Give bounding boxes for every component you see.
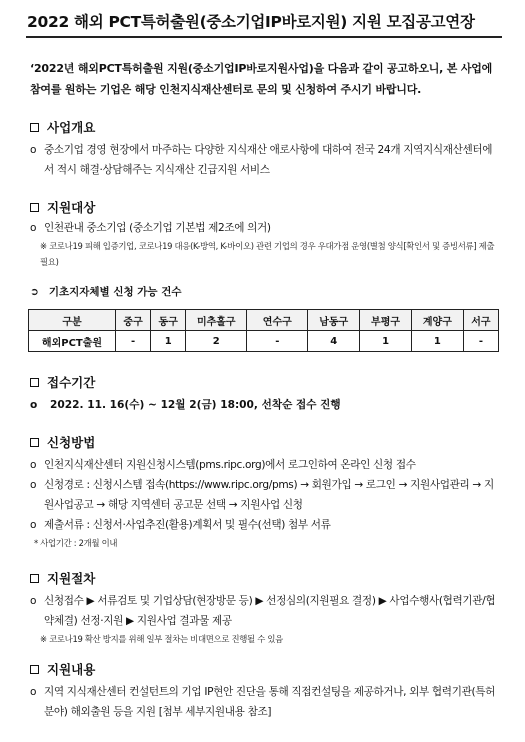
table-cell: 1 [411,331,463,352]
quota-table [28,309,499,352]
bullet-icon: o [30,222,37,234]
arrow-icon: ➲ [30,285,39,298]
table-cell: 1 [360,331,412,352]
page-title: 2022 해외 PCT특허출원(중소기업IP바로지원) 지원 모집공고연장 [27,13,475,31]
list-item [30,515,502,535]
subsection-title: 기초지자체별 신청 가능 건수 [48,286,182,298]
table-header-cell: 연수구 [247,310,308,331]
section-heading [30,569,502,587]
checkbox-square-icon [30,574,39,583]
table-cell: 4 [308,331,360,352]
checkbox-square-icon [30,203,39,212]
list-item-text: 제출서류 : 신청서·사업추진(활용)계획서 및 필수(선택) 첨부 서류 [44,519,331,531]
checkbox-square-icon [30,665,39,674]
list-item [30,140,502,180]
section-title: 지원대상 [47,200,96,215]
list-item [30,395,502,415]
checkbox-square-icon [30,438,39,447]
bullet-icon: o [30,595,37,607]
table-cell: 2 [186,331,247,352]
list-item-text: 중소기업 경영 현장에서 마주하는 다양한 지식재산 애로사항에 대하여 전국 24개 지역지식재산센터에서 적시 해결·상담해주는 지식재산 긴급지원 서비스 [44,144,493,176]
bullet-icon: o [30,459,37,471]
list-item [30,218,502,238]
bullet-icon: o [30,399,38,411]
list-item-text: 신청경로 : 신청시스템 접속(https://www.ripc.org/pms) → 회원가입 → 로그인 → 지원사업관리 → 지원사업공고 → 해당 지역센터 공고문 선택 → 지원사업 신청 [44,479,494,511]
section-target [30,198,502,270]
section-heading [30,198,502,216]
bullet-icon: o [30,686,37,698]
intro-paragraph: ‘2022년 해외PCT특허출원 지원(중소기업IP바로지원사업)을 다음과 같이 공고하오니, 본 사업에 참여를 원하는 기업은 해당 인천지식재산센터로 문의 및 신청하여 주시기 바랍니다. [30,62,493,96]
list-item [30,475,502,515]
section-method [30,433,502,551]
table-row [29,331,499,352]
checkbox-square-icon [30,123,39,132]
section-title: 접수기간 [47,375,96,390]
table-cell: - [463,331,498,352]
list-item-text: 인천관내 중소기업 (중소기업 기본법 제2조에 의거) [44,222,271,234]
table-cell: - [116,331,151,352]
list-item-text: 2022. 11. 16(수) ~ 12월 2(금) 18:00, 선착순 접수 진행 [50,399,341,411]
section-heading [30,373,502,391]
list-item [30,682,502,722]
section-quota [30,284,502,352]
section-content [30,660,502,722]
table-header-cell: 구분 [29,310,116,331]
table-header-cell: 미추홀구 [186,310,247,331]
list-item-text: 지역 지식재산센터 컨설턴트의 기업 IP현안 진단을 통해 직접컨설팅을 제공하거나, 외부 협력기관(특허분야) 해외출원 등을 지원 [첨부 세부지원내용 참조] [44,686,496,718]
note-text: * 사업기간 : 2개월 이내 [34,538,118,548]
section-procedure [30,569,502,647]
table-header-cell: 중구 [116,310,151,331]
bullet-icon: o [30,519,37,531]
section-title: 신청방법 [47,435,96,450]
list-item-text: 인천지식재산센터 지원신청시스템(pms.ripc.org)에서 로그인하여 온라인 신청 접수 [44,459,416,471]
table-header-cell: 서구 [463,310,498,331]
table-header-row [29,310,499,331]
table-header-cell: 남동구 [308,310,360,331]
table-cell: 해외PCT출원 [29,331,116,352]
list-item [30,591,502,631]
section-title: 사업개요 [47,120,96,135]
list-item-text: 신청접수 ▶ 서류검토 및 기업상담(현장방문 등) ▶ 선정심의(지원필요 결정) ▶ 사업수행사(협력기관/협약체결) 선정·지원 ▶ 지원사업 결과물 제공 [44,595,496,627]
bullet-icon: o [30,144,37,156]
section-heading [30,118,502,136]
section-overview [30,118,502,180]
note-text: ※ 코로나19 피해 입증기업, 코로나19 대응(K-방역, K-바이오) 관련 기업의 경우 우대가점 운영(별첨 양식[확인서 및 증빙서류] 제출 필요) [40,241,495,267]
table-header-cell: 동구 [151,310,186,331]
checkbox-square-icon [30,378,39,387]
bullet-icon: o [30,479,37,491]
table-cell: - [247,331,308,352]
note-text: ※ 코로나19 확산 방지를 위해 일부 절차는 비대면으로 진행될 수 있음 [40,634,283,644]
list-item [30,455,502,475]
section-heading [30,660,502,678]
section-title: 지원내용 [47,662,96,677]
table-header-cell: 부평구 [360,310,412,331]
section-period [30,373,502,415]
subsection-heading [30,284,502,299]
section-heading [30,433,502,451]
title-divider [26,36,502,38]
table-header-cell: 계양구 [411,310,463,331]
section-title: 지원절차 [47,571,96,586]
table-cell: 1 [151,331,186,352]
